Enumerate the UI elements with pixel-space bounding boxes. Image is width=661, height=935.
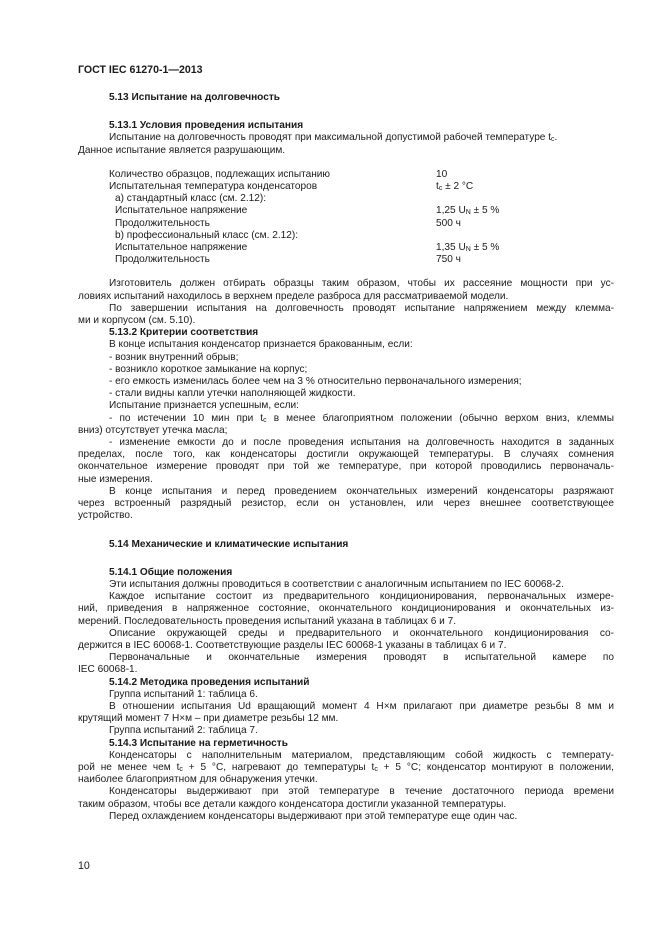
- paragraph: Описание окружающей среды и предварительного и окончательного кондиционирования со-: [109, 627, 614, 639]
- paragraph: В отношении испытания Ud вращающий момент 4 Н×м прилагают при диаметре резьбы 8 мм и: [109, 700, 614, 712]
- section-5-13-title: 5.13 Испытание на долговечность: [109, 92, 280, 103]
- test-parameters-table: [109, 169, 499, 267]
- list-item: - изменение емкости до и после проведения испытания на долговечность находится в заданных: [109, 437, 614, 449]
- paragraph: В конце испытания конденсатор признается бракованным, если:: [109, 339, 413, 351]
- paragraph: держится в IEC 60068-1. Соответствующие разделы IEC 60068-1 указаны в таблицах 6 и 7.: [78, 639, 507, 651]
- section-5-14-1-title: 5.14.1 Общие положения: [109, 566, 233, 578]
- paragraph: Конденсаторы с наполнительным материалом, представляющим собой жидкость с температу-: [109, 749, 614, 761]
- paragraph: По завершении испытания на долговечность проводят испытание напряжением между клемма-: [109, 302, 614, 314]
- paragraph: ми и корпусом (см. 5.10).: [78, 315, 196, 327]
- param-row: Испытательное напряжение 1,35 $U_N \pm 5$ %: [115, 242, 500, 254]
- param-row: Испытательная температура конденсаторов $t_c \pm 2$ °С: [109, 181, 474, 193]
- paragraph: Данное испытание является разрушающим.: [78, 144, 286, 156]
- paragraph: Испытание признается успешным, если:: [109, 400, 299, 412]
- paragraph: ные измерения.: [78, 473, 153, 485]
- paragraph: вниз) отсутствует утечка масла;: [78, 424, 228, 436]
- param-row: a) стандартный класс (см. 2.12):: [115, 193, 267, 205]
- paragraph: Первоначальные и окончательные измерения проводят в испытательной камере по: [109, 652, 614, 664]
- paragraph: наиболее благоприятном для обнаружения утечки.: [78, 774, 318, 786]
- paragraph: окончательное измерение проводят при той же температуре, при которой проводились первоначаль-: [78, 461, 614, 473]
- param-row: b) профессиональный класс (см. 2.12):: [115, 229, 299, 241]
- paragraph: Группа испытаний 1: таблица 6.: [109, 688, 258, 700]
- document-header: ГОСТ IEC 61270-1—2013: [78, 64, 203, 76]
- section-5-14-2-title: 5.14.2 Методика проведения испытаний: [109, 676, 310, 688]
- paragraph: устройство.: [78, 510, 133, 522]
- param-row: Количество образцов, подлежащих испытанию 10: [109, 168, 448, 180]
- section-5-13-1-title: 5.13.1 Условия проведения испытания: [109, 120, 304, 132]
- list-item: - возникло короткое замыкание на корпус;: [109, 363, 308, 375]
- paragraph: мерений. Последовательность проведения испытаний указана в таблицах 6 и 7.: [78, 615, 457, 627]
- paragraph: пределах, после того, как конденсаторы достигли окружающей температуры. В случаях сомнения: [78, 449, 614, 461]
- paragraph: Изготовитель должен отбирать образцы таким образом, чтобы их рассеяние мощности при ус-: [109, 278, 614, 290]
- paragraph: крутящий момент 7 Н×м – при диаметре резьбы 12 мм.: [78, 713, 339, 725]
- paragraph: Группа испытаний 2: таблица 7.: [109, 725, 258, 737]
- page-number: 10: [78, 860, 90, 872]
- paragraph: рой не менее чем $t_c + 5$ °С, нагревают до температуры $t_c + 5$ °С; конденсатор монтируют в положении,: [78, 761, 614, 773]
- paragraph: таким образом, чтобы все детали каждого конденсатора достигли указанной температуры.: [78, 798, 507, 810]
- paragraph: Эти испытания должны проводиться в соответствии с аналогичным испытанием по IEC 60068-2.: [109, 578, 564, 590]
- section-5-14-3-title: 5.14.3 Испытание на герметичность: [109, 737, 288, 749]
- document-body: [78, 92, 614, 823]
- paragraph: IEC 60068-1.: [78, 664, 138, 676]
- param-row: Испытательное напряжение 1,25 $U_N \pm 5$ %: [115, 205, 500, 217]
- paragraph: Конденсаторы выдерживают при этой температуре в течение достаточного периода времени: [109, 786, 614, 798]
- paragraph: ний, приведения в напряженное состояние, окончательного кондиционирования и окончательных из-: [78, 603, 614, 615]
- param-row: Продолжительность 750 ч: [115, 254, 461, 266]
- paragraph: Испытание на долговечность проводят при максимальной допустимой рабочей температуре $t_c$.: [109, 132, 558, 144]
- paragraph: ловиях испытаний находилось в верхнем пределе разброса для рассматриваемой модели.: [78, 290, 509, 302]
- list-item: - стали видны капли утечки наполняющей жидкости.: [109, 388, 356, 400]
- paragraph: В конце испытания и перед проведением окончательных измерений конденсаторы разряжают: [109, 485, 614, 497]
- list-item: - возник внутренний обрыв;: [109, 351, 239, 363]
- section-5-14-title: 5.14 Механические и климатические испытания: [109, 538, 349, 550]
- param-row: Продолжительность 500 ч: [115, 217, 461, 229]
- section-5-13-2-title: 5.13.2 Критерии соответствия: [109, 327, 259, 339]
- paragraph: Перед охлаждением конденсаторы выдерживают при этой температуре еще один час.: [109, 810, 518, 822]
- list-item: - его емкость изменилась более чем на 3 % относительно первоначального измерения;: [109, 376, 522, 388]
- paragraph: Каждое испытание состоит из предварительного кондиционирования, первоначальных измере-: [109, 591, 614, 603]
- list-item: - по истечении 10 мин при $t_c$ в менее благоприятном положении (обычно верхом вниз, клеммы: [109, 412, 614, 424]
- paragraph: через встроенный разрядный резистор, если он установлен, или через внешнее соответствующее: [78, 498, 614, 510]
